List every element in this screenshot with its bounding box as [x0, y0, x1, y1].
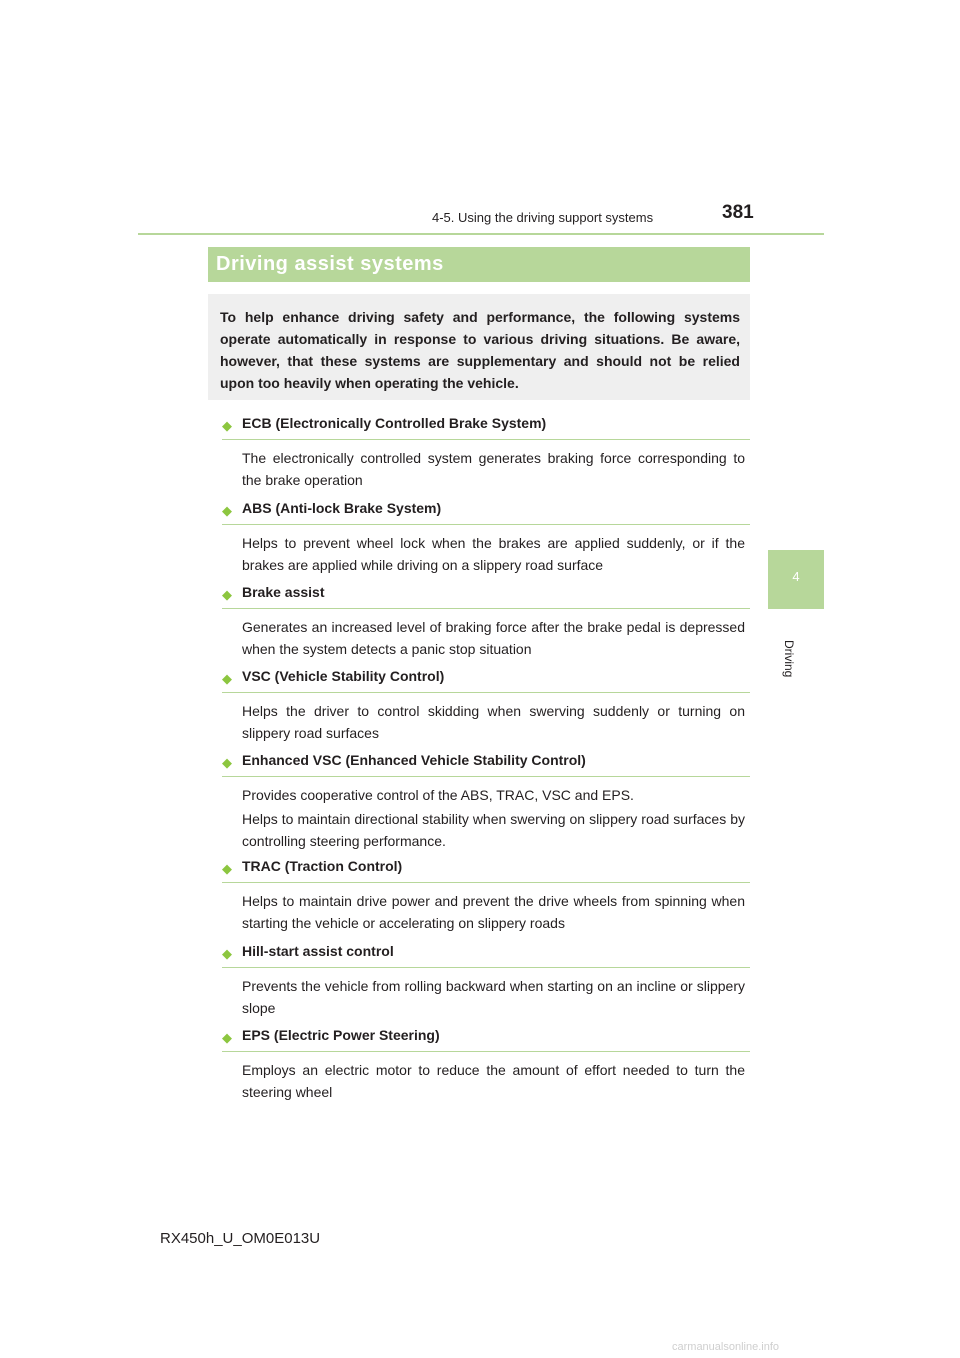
- chapter-tab: [768, 550, 824, 609]
- item-description: Provides cooperative control of the ABS, TRAC, VSC and EPS.: [242, 787, 634, 803]
- section-title: Driving assist systems: [216, 253, 444, 275]
- item-description-continued: Helps to maintain directional stability when swerving on slippery road surfaces by controlling steering performance.: [242, 811, 745, 849]
- item-title: TRAC (Traction Control): [242, 858, 403, 874]
- item-title: ABS (Anti-lock Brake System): [242, 500, 442, 516]
- list-item: [222, 752, 750, 852]
- item-description: Generates an increased level of braking force after the brake pedal is depressed when the system detects a panic stop situation: [242, 619, 745, 657]
- item-title: VSC (Vehicle Stability Control): [242, 668, 445, 684]
- watermark: carmanualsonline.info: [672, 1341, 780, 1353]
- item-heading: [222, 584, 750, 609]
- page-number: 381: [722, 202, 754, 223]
- list-item: [222, 584, 750, 660]
- item-heading: [222, 668, 750, 693]
- diamond-bullet-icon: ◆: [222, 503, 232, 518]
- section-title-bar: [208, 247, 750, 282]
- item-heading: [222, 415, 750, 440]
- item-heading: [222, 943, 750, 968]
- item-title: Enhanced VSC (Enhanced Vehicle Stability Control): [242, 752, 586, 768]
- item-title: Hill-start assist control: [242, 943, 394, 959]
- list-item: [222, 500, 750, 576]
- item-title: EPS (Electric Power Steering): [242, 1027, 440, 1043]
- item-description: Prevents the vehicle from rolling backward when starting on an incline or slippery slope: [242, 978, 745, 1016]
- document-code: RX450h_U_OM0E013U: [160, 1230, 321, 1247]
- item-description: Helps the driver to control skidding when swerving suddenly or turning on slippery road surfaces: [242, 703, 745, 741]
- list-item: [222, 943, 750, 1019]
- diamond-bullet-icon: ◆: [222, 587, 232, 602]
- running-header: 4-5. Using the driving support systems: [432, 210, 654, 225]
- diamond-bullet-icon: ◆: [222, 946, 232, 961]
- chapter-number: 4: [792, 569, 800, 584]
- intro-box: [208, 294, 750, 400]
- diamond-bullet-icon: ◆: [222, 1030, 232, 1045]
- diamond-bullet-icon: ◆: [222, 755, 232, 770]
- item-heading: [222, 1027, 750, 1052]
- list-item: [222, 415, 750, 491]
- item-title: Brake assist: [242, 584, 325, 600]
- item-heading: [222, 858, 750, 883]
- item-title: ECB (Electronically Controlled Brake System): [242, 415, 547, 431]
- header-divider: [138, 233, 824, 235]
- diamond-bullet-icon: ◆: [222, 671, 232, 686]
- item-description: The electronically controlled system generates braking force corresponding to the brake operation: [242, 450, 745, 488]
- list-item: [222, 858, 750, 934]
- item-description: Employs an electric motor to reduce the amount of effort needed to turn the steering wheel: [242, 1062, 745, 1100]
- item-description: Helps to prevent wheel lock when the brakes are applied suddenly, or if the brakes are applied while driving on a slippery road surface: [242, 535, 745, 573]
- item-heading: [222, 752, 750, 777]
- chapter-label: Driving: [782, 640, 796, 678]
- diamond-bullet-icon: ◆: [222, 418, 232, 433]
- diamond-bullet-icon: ◆: [222, 861, 232, 876]
- intro-text: To help enhance driving safety and performance, the following systems operate automatically in response to various driving situations. Be aware, however, that these systems are supplementary and should not be relied upon too heavily when operating the vehicle.: [220, 309, 740, 391]
- list-item: [222, 1027, 750, 1103]
- item-description: Helps to maintain drive power and prevent the drive wheels from spinning when starting the vehicle or accelerating on slippery roads: [242, 893, 745, 931]
- item-heading: [222, 500, 750, 525]
- list-item: [222, 668, 750, 744]
